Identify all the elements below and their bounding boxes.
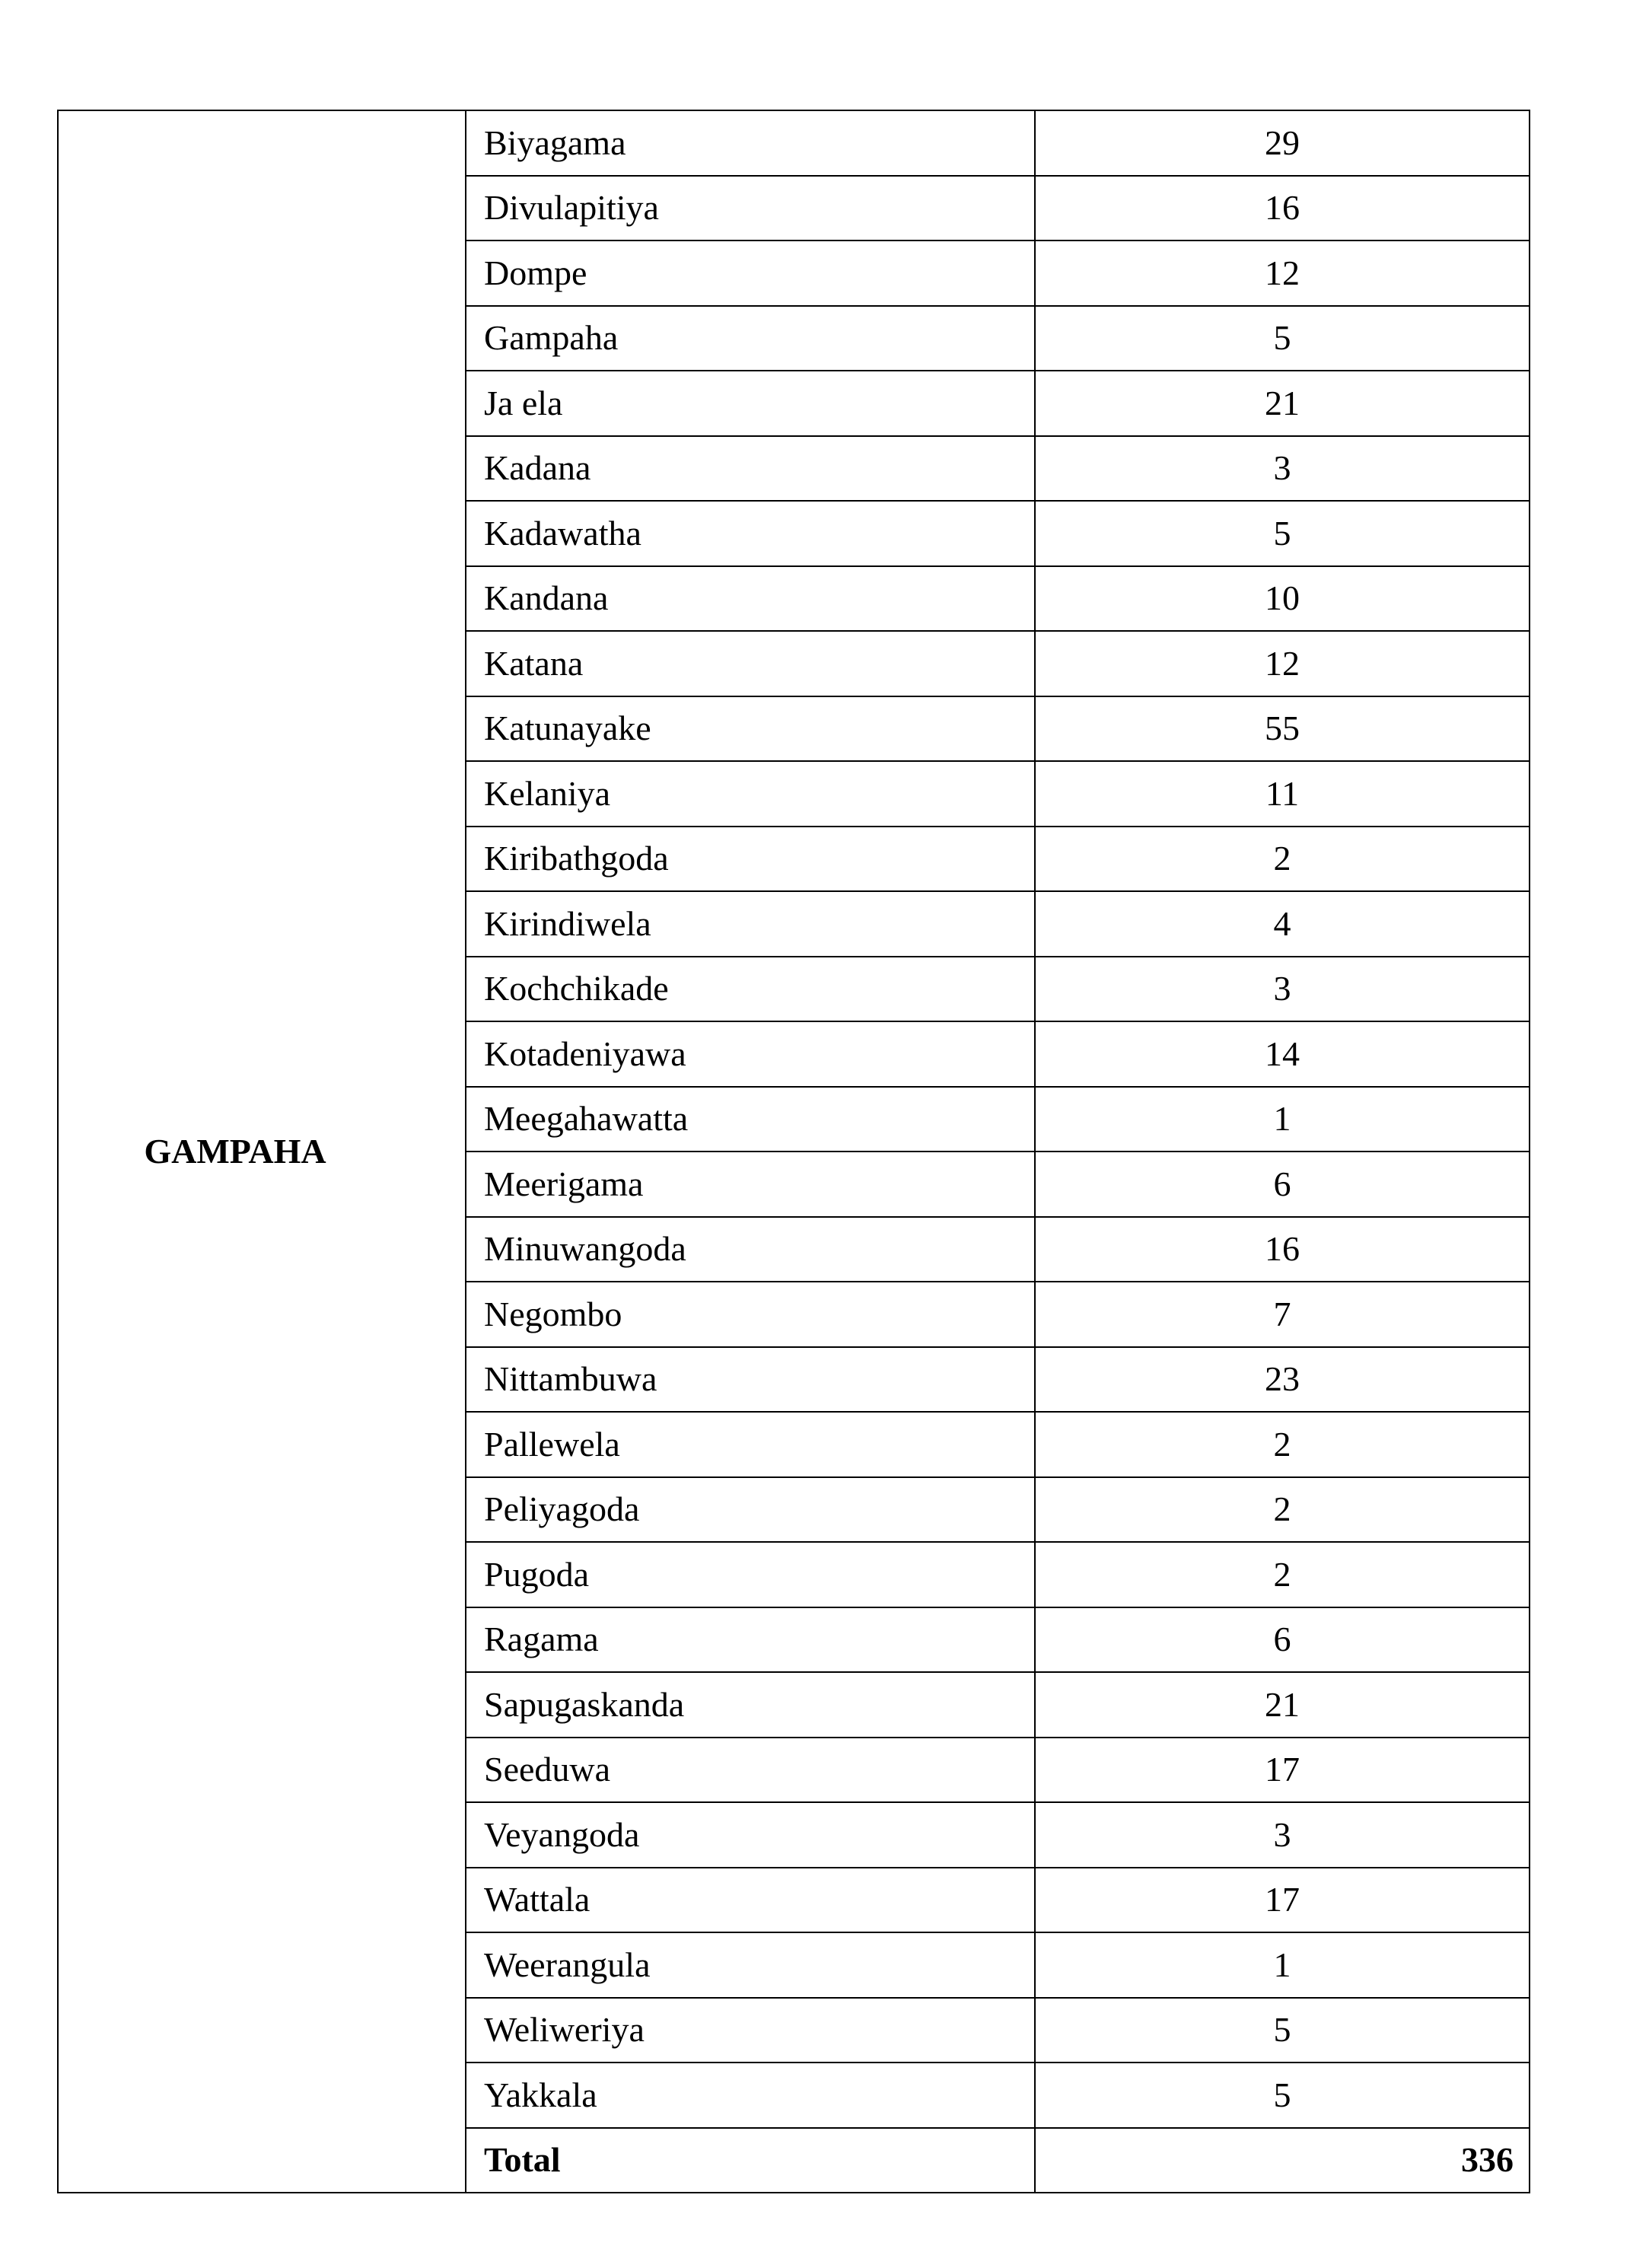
count-cell: 21 <box>1035 371 1530 436</box>
area-name-cell: Meerigama <box>466 1152 1035 1217</box>
area-name-cell: Meegahawatta <box>466 1087 1035 1152</box>
count-cell: 5 <box>1035 2063 1530 2128</box>
area-name-cell: Kochchikade <box>466 957 1035 1022</box>
count-cell: 4 <box>1035 891 1530 957</box>
area-name-cell: Yakkala <box>466 2063 1035 2128</box>
area-name-cell: Ragama <box>466 1607 1035 1673</box>
count-cell: 1 <box>1035 1932 1530 1998</box>
table-row <box>58 110 1530 176</box>
area-name-cell: Wattala <box>466 1868 1035 1933</box>
area-name-cell: Dompe <box>466 240 1035 306</box>
area-name-cell: Katana <box>466 631 1035 696</box>
count-cell: 10 <box>1035 566 1530 632</box>
count-cell: 7 <box>1035 1282 1530 1347</box>
area-name-cell: Weerangula <box>466 1932 1035 1998</box>
count-cell: 5 <box>1035 1998 1530 2063</box>
area-name-cell: Sapugaskanda <box>466 1672 1035 1738</box>
count-cell: 17 <box>1035 1738 1530 1803</box>
area-name-cell: Negombo <box>466 1282 1035 1347</box>
count-cell: 1 <box>1035 1087 1530 1152</box>
area-name-cell: Gampaha <box>466 306 1035 371</box>
district-table-container <box>57 110 1529 2193</box>
count-cell: 23 <box>1035 1347 1530 1413</box>
district-counts-table <box>57 110 1530 2193</box>
total-label-cell: Total <box>466 2128 1035 2193</box>
area-name-cell: Katunayake <box>466 696 1035 762</box>
area-name-cell: Divulapitiya <box>466 176 1035 241</box>
area-name-cell: Pallewela <box>466 1412 1035 1477</box>
count-cell: 2 <box>1035 827 1530 892</box>
count-cell: 21 <box>1035 1672 1530 1738</box>
count-cell: 3 <box>1035 1802 1530 1868</box>
area-name-cell: Biyagama <box>466 110 1035 176</box>
count-cell: 16 <box>1035 1217 1530 1282</box>
count-cell: 12 <box>1035 631 1530 696</box>
area-name-cell: Kadawatha <box>466 501 1035 566</box>
count-cell: 3 <box>1035 436 1530 502</box>
area-name-cell: Veyangoda <box>466 1802 1035 1868</box>
area-name-cell: Peliyagoda <box>466 1477 1035 1543</box>
count-cell: 12 <box>1035 240 1530 306</box>
area-name-cell: Ja ela <box>466 371 1035 436</box>
area-name-cell: Kadana <box>466 436 1035 502</box>
count-cell: 16 <box>1035 176 1530 241</box>
area-name-cell: Kotadeniyawa <box>466 1021 1035 1087</box>
total-value-cell: 336 <box>1035 2128 1530 2193</box>
area-name-cell: Kirindiwela <box>466 891 1035 957</box>
count-cell: 6 <box>1035 1152 1530 1217</box>
count-cell: 2 <box>1035 1542 1530 1607</box>
table-body <box>58 110 1530 2193</box>
area-name-cell: Pugoda <box>466 1542 1035 1607</box>
count-cell: 14 <box>1035 1021 1530 1087</box>
area-name-cell: Minuwangoda <box>466 1217 1035 1282</box>
count-cell: 3 <box>1035 957 1530 1022</box>
district-name-cell: GAMPAHA <box>58 110 466 2193</box>
area-name-cell: Seeduwa <box>466 1738 1035 1803</box>
count-cell: 6 <box>1035 1607 1530 1673</box>
count-cell: 11 <box>1035 761 1530 827</box>
count-cell: 29 <box>1035 110 1530 176</box>
area-name-cell: Nittambuwa <box>466 1347 1035 1413</box>
count-cell: 5 <box>1035 306 1530 371</box>
area-name-cell: Weliweriya <box>466 1998 1035 2063</box>
count-cell: 55 <box>1035 696 1530 762</box>
area-name-cell: Kandana <box>466 566 1035 632</box>
area-name-cell: Kelaniya <box>466 761 1035 827</box>
area-name-cell: Kiribathgoda <box>466 827 1035 892</box>
count-cell: 2 <box>1035 1477 1530 1543</box>
count-cell: 2 <box>1035 1412 1530 1477</box>
count-cell: 5 <box>1035 501 1530 566</box>
count-cell: 17 <box>1035 1868 1530 1933</box>
